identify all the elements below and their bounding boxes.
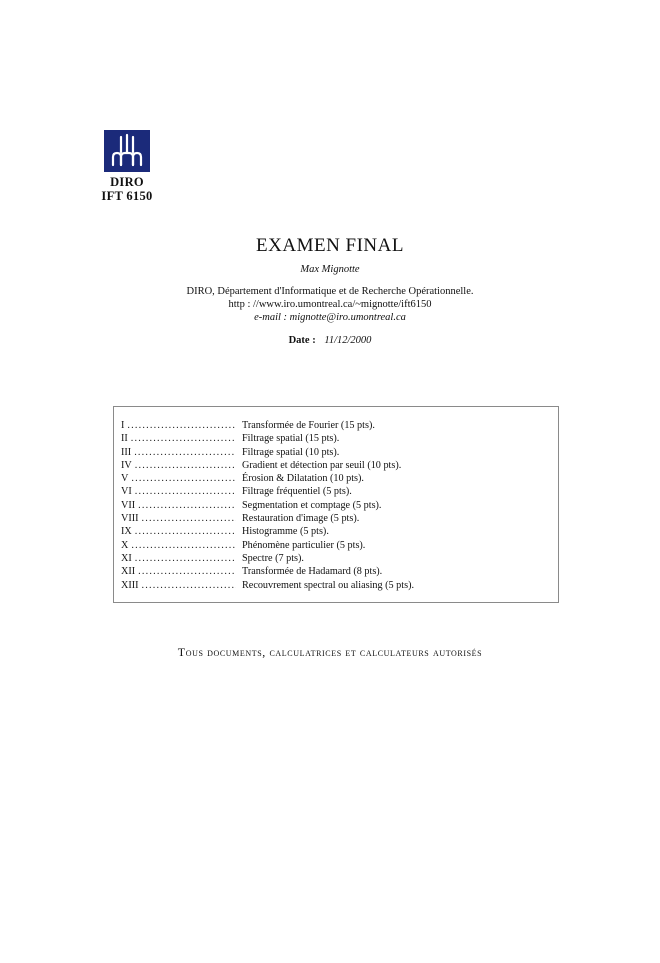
dot-leader [134, 446, 236, 459]
item-label: Spectre (7 pts). [242, 552, 304, 564]
item-number: XI [121, 552, 132, 564]
permission-note: Tous documents, calculatrices et calculateurs autorisés [177, 645, 483, 659]
item-number: II [121, 433, 128, 445]
logo-block [95, 130, 159, 203]
list-item [121, 579, 551, 592]
list-item [121, 512, 551, 525]
date-label: Date : [288, 335, 316, 346]
contents-box [113, 406, 559, 603]
item-number: V [121, 473, 129, 485]
department-line: DIRO, Département d'Informatique et de Recherche Opérationnelle. [186, 286, 474, 297]
list-item [121, 539, 551, 552]
logo-line-course: IFT 6150 [101, 189, 153, 203]
list-item [121, 419, 551, 432]
item-number: IX [121, 526, 132, 538]
item-number: VI [121, 486, 132, 498]
item-label: Phénomène particulier (5 pts). [242, 539, 366, 551]
item-label: Filtrage spatial (15 pts). [242, 433, 340, 445]
list-item [121, 485, 551, 498]
item-number: VIII [121, 513, 139, 525]
item-number: VII [121, 499, 136, 511]
course-url: http : //www.iro.umontreal.ca/~mignotte/ift6150 [228, 299, 432, 310]
date-value: 11/12/2000 [324, 335, 372, 346]
item-number: I [121, 420, 125, 431]
contents-list [121, 419, 551, 592]
dot-leader [135, 459, 236, 472]
item-label: Recouvrement spectral ou aliasing (5 pts). [242, 579, 415, 591]
item-label: Restauration d'image (5 pts). [242, 513, 360, 525]
dot-leader [135, 525, 236, 538]
date-line [0, 334, 660, 348]
item-label: Filtrage spatial (10 pts). [242, 446, 340, 458]
logo-glyph [104, 130, 150, 172]
item-label: Gradient et détection par seuil (10 pts). [242, 459, 402, 471]
list-item [121, 432, 551, 445]
dot-leader [135, 485, 236, 498]
list-item [121, 472, 551, 485]
list-item [121, 459, 551, 472]
dot-leader [131, 472, 236, 485]
list-item [121, 565, 551, 578]
dot-leader [135, 552, 236, 565]
list-item [121, 525, 551, 538]
author-name: Max Mignotte [300, 264, 360, 275]
dot-leader [131, 432, 236, 445]
item-number: XIII [121, 579, 139, 591]
item-number: XII [121, 566, 136, 578]
dot-leader [138, 499, 236, 512]
item-label: Filtrage fréquentiel (5 pts). [242, 486, 352, 498]
author-email: e-mail : mignotte@iro.umontreal.ca [254, 312, 406, 323]
exam-title: EXAMEN FINAL [256, 235, 404, 256]
list-item [121, 552, 551, 565]
dot-leader [142, 512, 236, 525]
item-number: X [121, 539, 129, 551]
dot-leader [127, 419, 236, 432]
dot-leader [138, 565, 236, 578]
list-item [121, 499, 551, 512]
item-number: IV [121, 459, 132, 471]
dot-leader [131, 539, 236, 552]
item-label: Transformée de Fourier (15 pts). [242, 420, 375, 431]
item-label: Érosion & Dilatation (10 pts). [242, 473, 364, 485]
item-label: Histogramme (5 pts). [242, 526, 329, 538]
item-label: Segmentation et comptage (5 pts). [242, 499, 382, 511]
list-item [121, 446, 551, 459]
dot-leader [142, 579, 236, 592]
diro-logo-icon [104, 130, 150, 172]
title-block [0, 234, 660, 348]
item-label: Transformée de Hadamard (8 pts). [242, 566, 383, 578]
item-number: III [121, 446, 132, 458]
logo-line-diro: DIRO [110, 175, 144, 189]
